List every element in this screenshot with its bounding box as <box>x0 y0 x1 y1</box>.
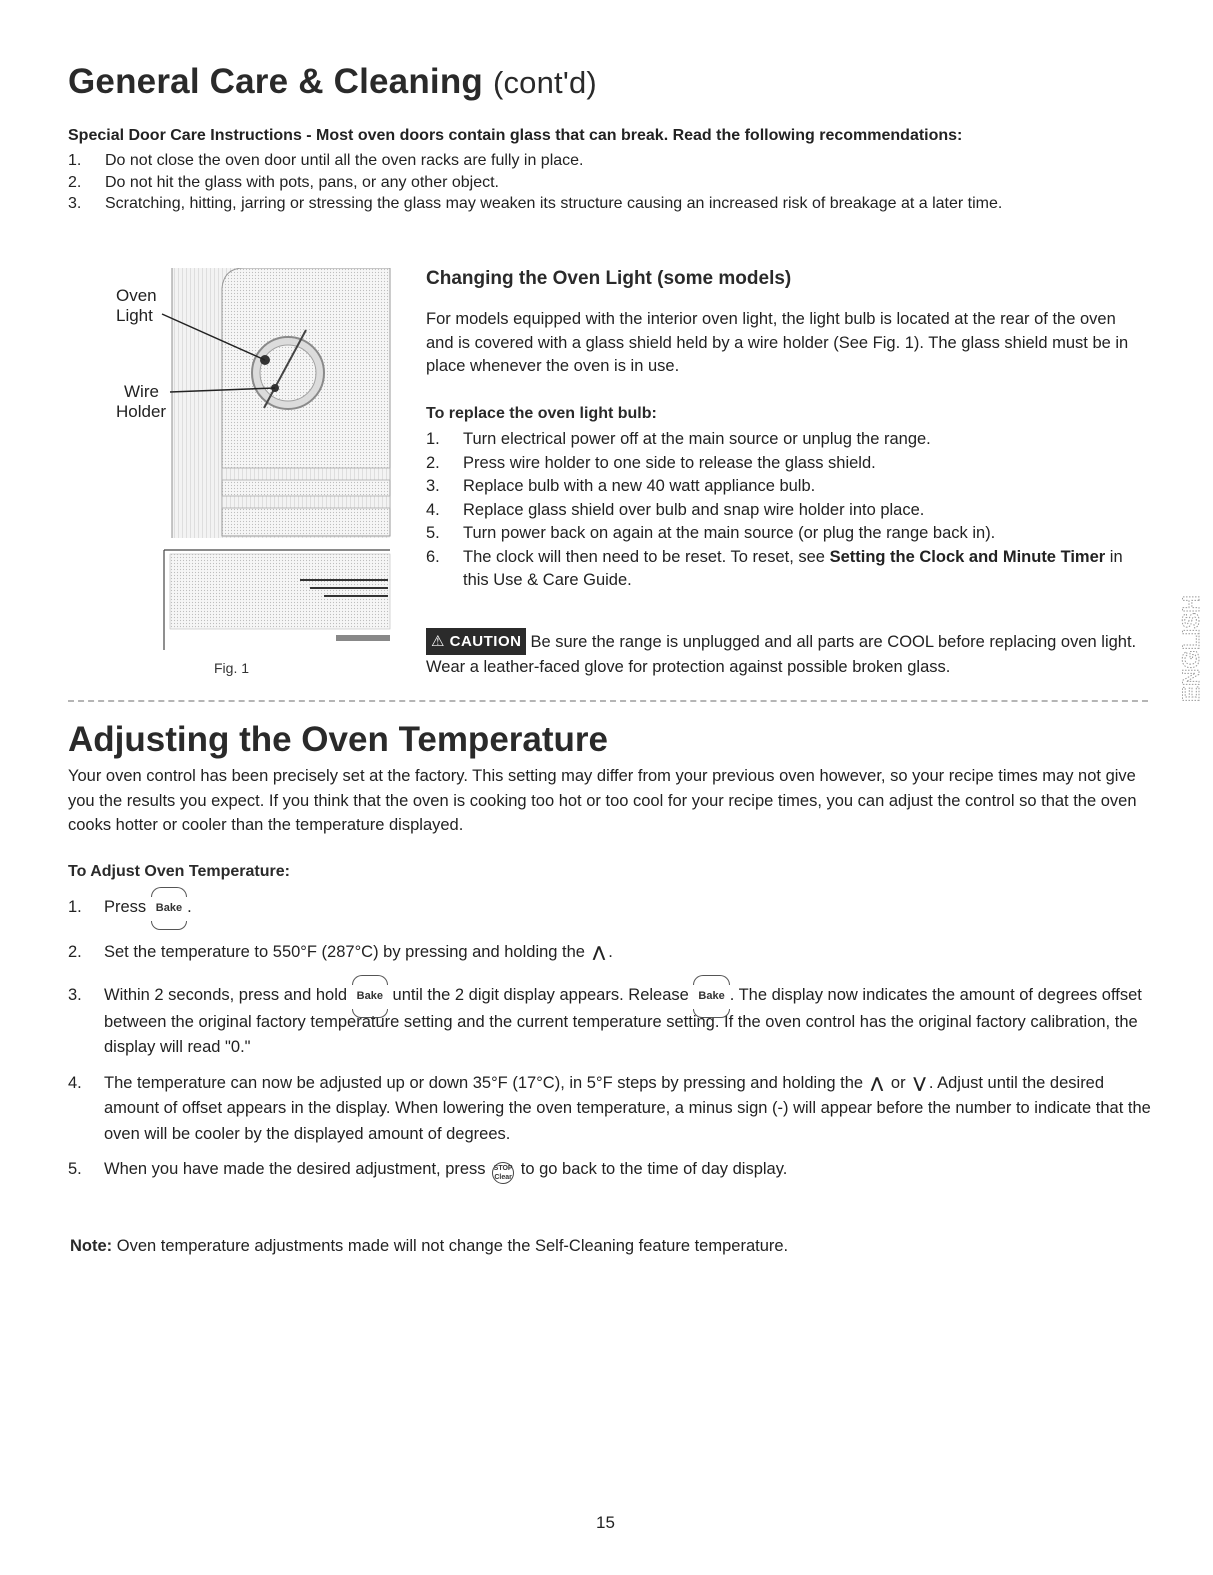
list-text: Press <box>104 898 147 916</box>
list-text: . <box>608 942 613 961</box>
list-text: to go back to the time of day display. <box>520 1160 788 1178</box>
stop-clear-key-icon <box>492 1162 514 1184</box>
list-number: 6. <box>426 547 440 566</box>
list-number: 1. <box>68 898 82 916</box>
adjust-temperature-heading: Adjusting the Oven Temperature <box>68 720 608 759</box>
list-number: 3. <box>68 195 82 212</box>
oven-light-heading: Changing the Oven Light (some models) <box>426 268 792 289</box>
list-text: Replace glass shield over bulb and snap wire holder into place. <box>463 500 925 519</box>
figure-label-line: Holder <box>116 402 167 421</box>
list-text: until the 2 digit display appears. Release <box>392 986 689 1004</box>
oven-light-intro: For models equipped with the interior oven light, the light bulb is located at the rear of the oven and is covered with a glass shield held by a wire holder (See Fig. 1). The glass shield must be in place whenever the oven is in use. <box>426 310 1129 375</box>
list-item <box>68 172 1158 194</box>
list-text: or <box>890 1073 906 1092</box>
list-number: 5. <box>68 1160 82 1178</box>
list-text: . Adjust until the desired amount of offset appears in the display. When lowering the oven temperature, a minus sign (-) will appear before the number to indicate that the oven will be cooler by the displayed amount of degrees. <box>104 1073 1151 1143</box>
list-number: 4. <box>426 500 440 519</box>
oven-rack <box>222 496 390 508</box>
list-item <box>68 895 1153 922</box>
list-text: . <box>187 898 192 916</box>
list-text-bold: Setting the Clock and Minute Timer <box>829 547 1106 566</box>
list-item <box>68 940 1153 966</box>
list-text: Do not hit the glass with pots, pans, or any other object. <box>105 173 499 191</box>
list-number: 1. <box>68 152 82 169</box>
english-side-tab <box>1176 560 1206 705</box>
door-care-list <box>68 150 1158 215</box>
figure-caption: Fig. 1 <box>214 660 250 676</box>
oven-door-glass <box>170 554 390 629</box>
adjust-steps-heading: To Adjust Oven Temperature: <box>68 863 290 880</box>
adjust-steps <box>68 895 1153 1184</box>
up-arrow-icon: ⋀ <box>870 1074 884 1092</box>
page-title <box>68 62 597 102</box>
caution-label: CAUTION <box>449 633 522 650</box>
caution-block <box>426 628 1146 680</box>
english-tab-label: ENGLISH <box>1178 595 1205 702</box>
note <box>70 1237 788 1256</box>
figure-label-line: Wire <box>124 382 159 401</box>
list-number: 1. <box>426 430 440 448</box>
list-text: The clock will then need to be reset. To reset, see <box>463 547 830 566</box>
figure-label-line: Oven <box>116 286 157 305</box>
list-number: 2. <box>68 942 82 961</box>
list-number: 2. <box>68 173 82 191</box>
section-divider <box>68 700 1148 702</box>
list-item <box>426 428 1146 452</box>
oven-rack <box>222 468 390 480</box>
up-arrow-icon: ⋀ <box>592 943 606 961</box>
list-item <box>68 193 1158 215</box>
down-arrow-icon: ⋁ <box>913 1074 926 1092</box>
door-care-intro: Special Door Care Instructions - Most oven doors contain glass that can break. Read the following recommendations: <box>68 127 963 144</box>
list-item <box>426 546 1146 593</box>
list-text: Scratching, hitting, jarring or stressing the glass may weaken its structure causing an increased risk of breakage at a later time. <box>105 195 1003 212</box>
list-text: Do not close the oven door until all the oven racks are fully in place. <box>105 152 584 169</box>
list-item <box>426 452 1146 476</box>
adjust-temperature-intro: Your oven control has been precisely set at the factory. This setting may differ from your previous oven however, so your recipe times may not give you the results you expect. If you think that the oven is cooking too hot or too cool for your recipe times, you can adjust the control so that the oven cooks hotter or cooler than the temperature displayed. <box>68 767 1137 834</box>
list-text: in this Use & Care Guide. <box>463 547 1123 589</box>
list-item <box>68 983 1153 1061</box>
list-number: 4. <box>68 1073 82 1092</box>
bake-key-icon: Bake <box>695 984 727 1010</box>
caution-badge: ⚠ CAUTION <box>426 628 526 655</box>
note-text: Oven temperature adjustments made will not change the Self-Cleaning feature temperature. <box>116 1237 789 1255</box>
list-item <box>68 150 1158 172</box>
list-item <box>426 522 1146 546</box>
list-item <box>426 475 1146 499</box>
list-text: Turn electrical power off at the main source or unplug the range. <box>463 430 931 448</box>
list-text: Replace bulb with a new 40 watt appliance bulb. <box>463 477 816 495</box>
page-title-suffix: (cont'd) <box>492 65 597 100</box>
list-text: Within 2 seconds, press and hold <box>104 986 348 1004</box>
page-number: 15 <box>596 1513 615 1532</box>
page-title-main: General Care & Cleaning <box>68 62 484 101</box>
caution-text: Be sure the range is unplugged and all parts are COOL before replacing oven light. Wear a leather-faced glove for protection against possible broken glass. <box>426 633 1137 676</box>
bake-key-icon: Bake <box>354 984 386 1010</box>
replace-bulb-steps <box>426 428 1146 593</box>
oven-light-illustration <box>110 268 395 688</box>
list-text: The temperature can now be adjusted up or down 35°F (17°C), in 5°F steps by pressing and holding the <box>104 1073 864 1092</box>
list-text: Press wire holder to one side to release the glass shield. <box>463 453 876 472</box>
list-text: When you have made the desired adjustment, press <box>104 1160 486 1178</box>
list-number: 5. <box>426 524 440 542</box>
stop-key-label: STOP <box>493 1165 513 1172</box>
list-item <box>68 1071 1153 1148</box>
list-number: 2. <box>426 453 440 472</box>
list-text: Turn power back on again at the main source (or plug the range back in). <box>463 524 996 542</box>
list-number: 3. <box>68 986 82 1004</box>
list-number: 3. <box>426 477 440 495</box>
figure-label-line: Light <box>116 306 153 325</box>
note-label: Note: <box>70 1237 113 1255</box>
list-text: Set the temperature to 550°F (287°C) by pressing and holding the <box>104 942 585 961</box>
bake-key-icon: Bake <box>153 896 185 922</box>
list-item <box>68 1157 1153 1184</box>
list-item <box>426 499 1146 523</box>
list-text: . The display now indicates the amount of degrees offset between the original factory temperature setting and the current temperature setting. If the oven control has the original factory calibration, the display will read "0." <box>104 986 1142 1056</box>
replace-bulb-heading: To replace the oven light bulb: <box>426 405 657 422</box>
clear-key-label: Clear <box>494 1174 512 1181</box>
